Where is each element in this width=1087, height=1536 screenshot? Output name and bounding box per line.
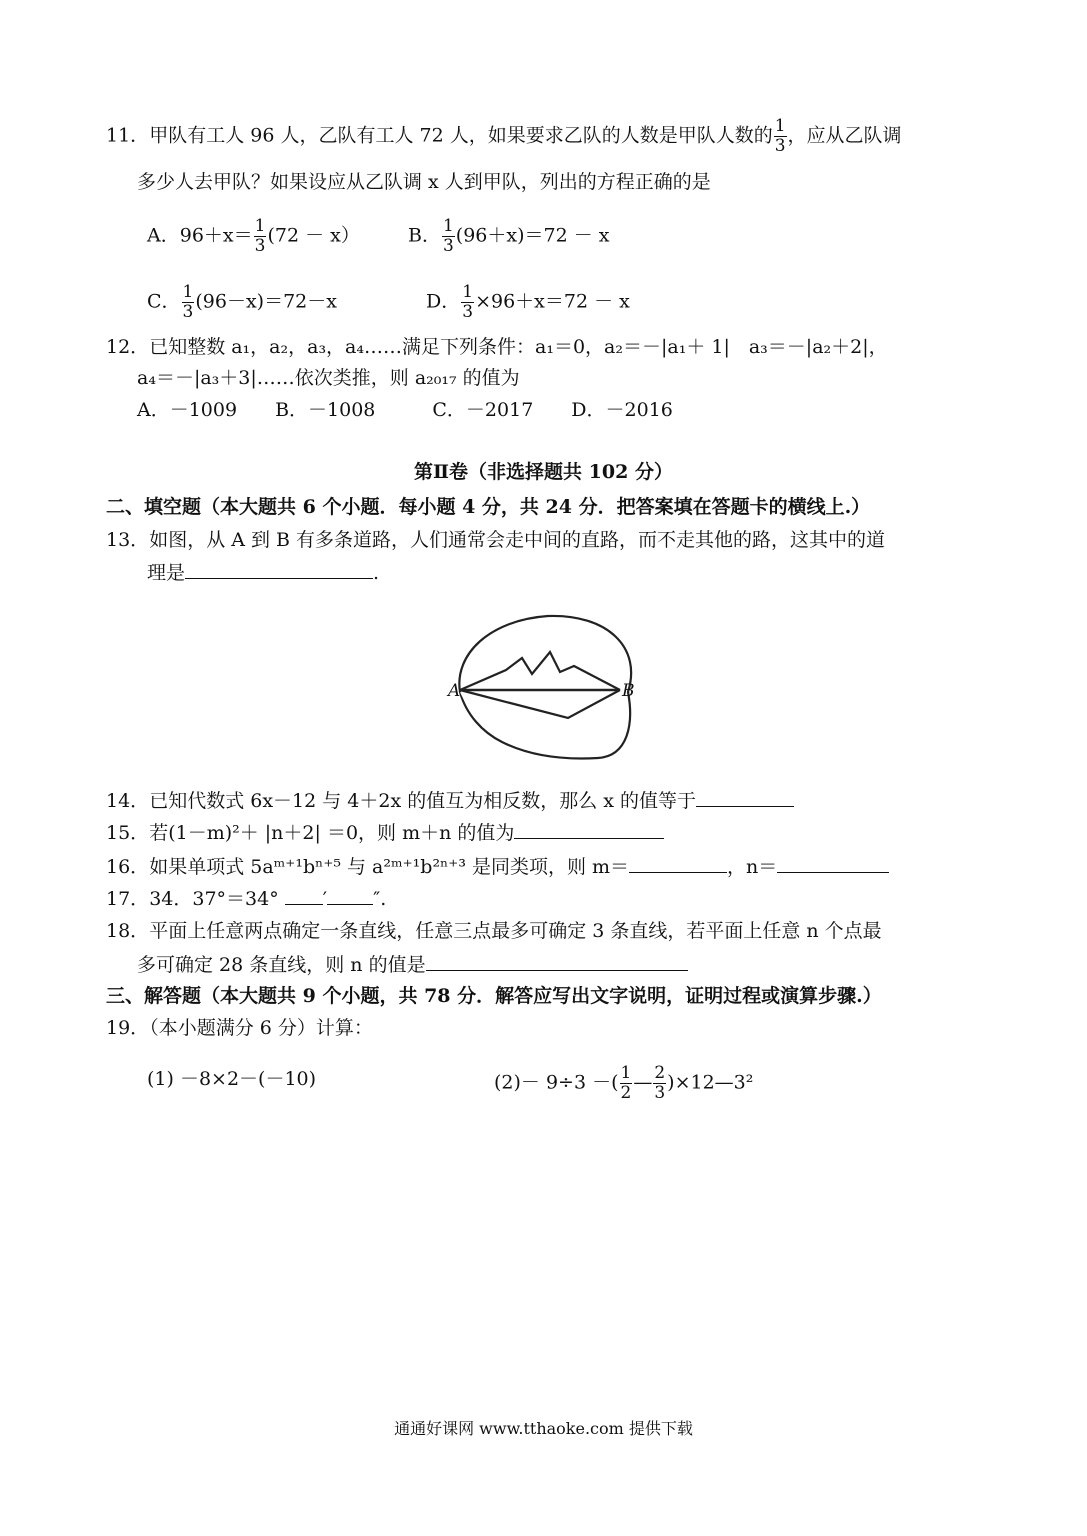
answer-blank-n[interactable] — [777, 852, 889, 873]
q16-text: 如果单项式 5aᵐ⁺¹bⁿ⁺⁵ 与 a²ᵐ⁺¹b²ⁿ⁺³ 是同类项，则 m＝ — [149, 856, 630, 878]
answer-blank-m[interactable] — [629, 852, 727, 873]
q11-option-b — [408, 218, 610, 255]
q13-line1 — [106, 526, 885, 554]
answer-blank[interactable] — [426, 950, 688, 971]
q12-number: 12． — [106, 336, 150, 358]
q19-part1: (1) －8×2－(－10) — [147, 1068, 317, 1090]
point-b-label: B — [622, 681, 635, 701]
frac-denominator: 3 — [442, 236, 454, 256]
q16-text: ，n＝ — [727, 856, 778, 878]
q14-line — [106, 786, 794, 815]
option-text: ×96＋x＝72 － x — [475, 290, 630, 313]
minus-sign: — — [633, 1071, 653, 1094]
point-a-label: A — [448, 681, 461, 701]
page-footer: 通通好课网 www.tthaoke.com 提供下载 — [394, 1419, 693, 1438]
q11-line2: 多少人去甲队？如果设应从乙队调 x 人到甲队，列出的方程正确的是 — [137, 171, 711, 193]
q19-number: 19． — [106, 1017, 150, 1039]
q13-text: 如图，从 A 到 B 有多条道路，人们通常会走中间的直路，而不走其他的路，这其中的道 — [149, 529, 886, 551]
q19-fraction-2 — [653, 1065, 666, 1102]
zigzag-road — [460, 652, 620, 690]
frac-numerator: 2 — [654, 1063, 666, 1083]
answer-blank-minutes[interactable] — [285, 884, 323, 905]
q11-option-a — [147, 218, 360, 255]
second-symbol: ″. — [373, 888, 387, 910]
option-text: (96＋x)＝72 － x — [455, 224, 610, 247]
option-label: D． — [426, 290, 461, 313]
q15-line — [106, 818, 664, 847]
q14-text: 已知代数式 6x－12 与 4＋2x 的值互为相反数，那么 x 的值等于 — [149, 790, 697, 812]
q17-line — [106, 884, 386, 913]
q13-text: 理是 — [147, 562, 186, 584]
frac-numerator: 1 — [182, 282, 194, 302]
q12-options: A．－1009 B．－1008 C．－2017 D．－2016 — [137, 399, 673, 421]
q11-text-a: 甲队有工人 96 人，乙队有工人 72 人，如果要求乙队的人数是甲队人数的 — [149, 124, 773, 147]
q15-number: 15． — [106, 822, 150, 844]
q19-part2-text: )×12—3² — [667, 1071, 754, 1094]
minute-symbol: ′ — [322, 888, 328, 910]
q13-road-diagram — [438, 606, 660, 768]
answer-blank[interactable] — [696, 786, 794, 807]
q11-number: 11． — [106, 124, 150, 147]
option-fraction — [461, 284, 474, 321]
section3-heading: 三、解答题（本大题共 9 个小题，共 78 分．解答应写出文字说明，证明过程或演算步骤.） — [106, 985, 882, 1007]
option-text: (72 － x） — [267, 224, 360, 247]
q11-line1 — [106, 118, 902, 155]
q13-line2 — [147, 558, 379, 587]
q12-line1 — [106, 333, 888, 361]
option-fraction — [442, 218, 455, 255]
q19-part2-text: (2)－ 9÷3 －( — [494, 1071, 619, 1094]
frac-numerator: 1 — [254, 216, 266, 236]
q19-part2 — [494, 1065, 753, 1102]
q14-number: 14． — [106, 790, 150, 812]
q18-line2 — [137, 950, 688, 979]
q11-option-c — [147, 284, 337, 321]
frac-numerator: 1 — [620, 1063, 632, 1083]
q11-fraction — [774, 118, 787, 155]
answer-blank[interactable] — [514, 818, 664, 839]
q15-text: 若(1－m)²＋ |n＋2| ＝0，则 m＋n 的值为 — [149, 822, 515, 844]
frac-denominator: 2 — [620, 1083, 632, 1103]
option-text: (96－x)＝72－x — [195, 290, 337, 313]
frac-numerator: 1 — [442, 216, 454, 236]
q11-option-d — [426, 284, 630, 321]
frac-denominator: 3 — [654, 1083, 666, 1103]
q13-number: 13． — [106, 529, 150, 551]
q11-text-b: ，应从乙队调 — [787, 124, 902, 147]
option-fraction — [182, 284, 195, 321]
frac-denominator: 3 — [774, 136, 786, 156]
q17-text: 34．37°＝34° — [149, 888, 279, 910]
answer-blank-seconds[interactable] — [327, 884, 373, 905]
option-text: 96＋x＝ — [179, 224, 253, 247]
q12-line2: a₄＝－|a₃＋3|……依次类推，则 a₂₀₁₇ 的值为 — [137, 367, 520, 389]
option-fraction — [254, 218, 267, 255]
q18-text: 平面上任意两点确定一条直线，任意三点最多可确定 3 条直线，若平面上任意 n 个点最 — [149, 920, 882, 942]
section2-heading: 二、填空题（本大题共 6 个小题．每小题 4 分，共 24 分．把答案填在答题卡的横线上.） — [106, 496, 871, 518]
outer-loop-path — [459, 616, 631, 759]
q12-text: 已知整数 a₁，a₂，a₃，a₄……满足下列条件：a₁＝0，a₂＝－|a₁＋ 1| a₃＝－|a₂＋2|， — [149, 336, 888, 358]
q17-number: 17． — [106, 888, 150, 910]
q18-line1 — [106, 917, 882, 945]
frac-denominator: 3 — [462, 302, 474, 322]
option-label: A． — [147, 224, 180, 247]
frac-denominator: 3 — [182, 302, 194, 322]
option-label: C． — [147, 290, 181, 313]
option-label: B． — [408, 224, 441, 247]
q19-intro — [106, 1014, 373, 1042]
frac-denominator: 3 — [254, 236, 266, 256]
q13-text: . — [373, 562, 380, 584]
q19-fraction-1 — [620, 1065, 633, 1102]
frac-numerator: 1 — [462, 282, 474, 302]
q18-number: 18． — [106, 920, 150, 942]
answer-blank[interactable] — [185, 558, 373, 579]
q16-line — [106, 852, 889, 881]
part2-title: 第Ⅱ卷（非选择题共 102 分） — [414, 461, 673, 483]
q19-text: （本小题满分 6 分）计算： — [149, 1017, 373, 1039]
q18-text: 多可确定 28 条直线，则 n 的值是 — [137, 954, 426, 976]
q16-number: 16． — [106, 856, 150, 878]
frac-numerator: 1 — [774, 116, 786, 136]
